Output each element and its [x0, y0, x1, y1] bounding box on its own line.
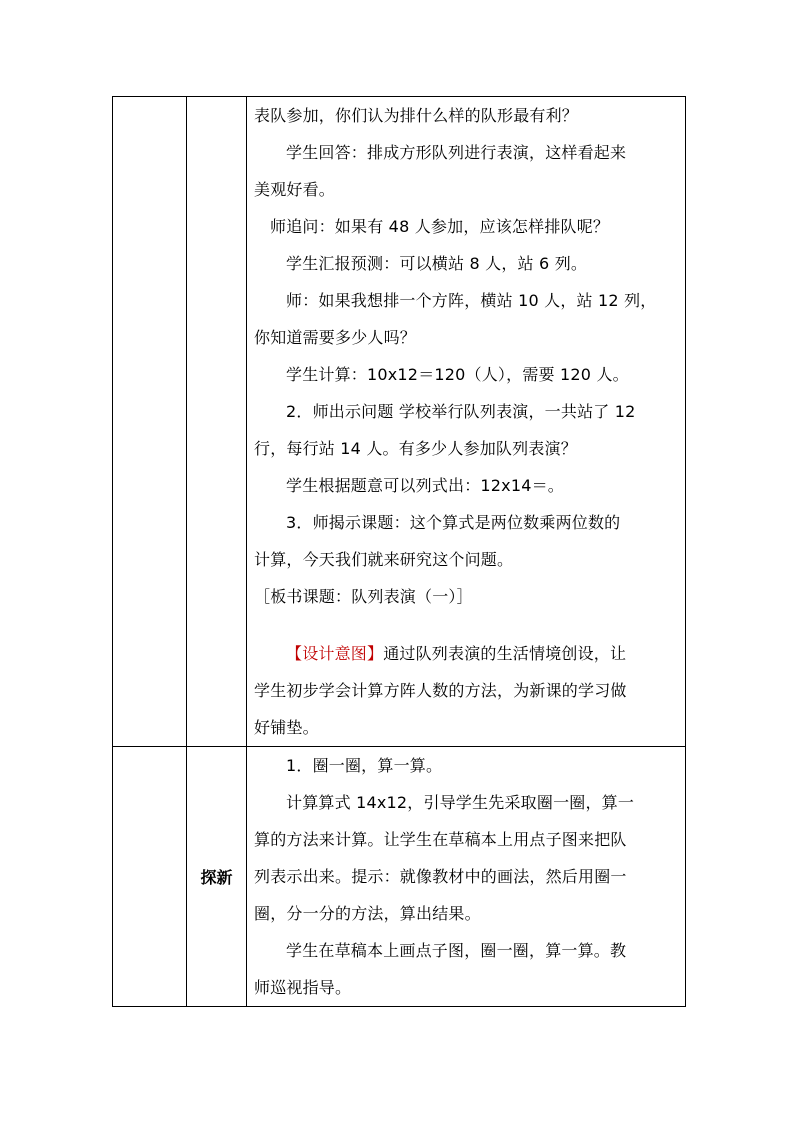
- paragraph-line: 师追问：如果有 48 人参加，应该怎样排队呢？: [270, 217, 610, 236]
- paragraph-line: 你知道需要多少人吗？: [254, 328, 417, 347]
- paragraph-line: 圈，分一分的方法，算出结果。: [254, 904, 481, 923]
- design-intent-line: 学生初步学会计算方阵人数的方法，为新课的学习做: [254, 681, 627, 700]
- paragraph-line: 学生根据题意可以列式出：12x14＝。: [286, 476, 564, 495]
- paragraph-line: 师：如果我想排一个方阵，横站 10 人，站 12 列，: [286, 291, 657, 310]
- paragraph-line: 计算，今天我们就来研究这个问题。: [254, 550, 514, 569]
- paragraph-line: 列表示出来。提示：就像教材中的画法，然后用圈一: [254, 867, 627, 886]
- intro-content-cell: [247, 97, 686, 747]
- stage-label: 探新: [187, 747, 247, 1007]
- paragraph-line: 1．圈一圈，算一算。: [286, 756, 443, 775]
- empty-cell-stage: [187, 97, 247, 747]
- paragraph-line: 3．师揭示课题：这个算式是两位数乘两位数的: [286, 513, 621, 532]
- paragraph-line: 计算算式 14x12，引导学生先采取圈一圈，算一: [286, 793, 635, 812]
- design-intent-label: 【设计意图】: [286, 644, 384, 663]
- lesson-plan-table: [112, 96, 686, 1007]
- paragraph-line: 算的方法来计算。让学生在草稿本上用点子图来把队: [254, 830, 627, 849]
- paragraph-line: 学生在草稿本上画点子图，圈一圈，算一算。教: [286, 941, 627, 960]
- design-intent-line: 好铺垫。: [254, 718, 319, 737]
- paragraph-line: 美观好看。: [254, 180, 336, 199]
- paragraph-line: 学生回答：排成方形队列进行表演，这样看起来: [286, 143, 627, 162]
- design-intent-text: 通过队列表演的生活情境创设，让: [383, 644, 627, 663]
- design-intent-line: [254, 635, 679, 672]
- paragraph-line: 行，每行站 14 人。有多少人参加队列表演？: [254, 439, 577, 458]
- empty-cell-left: [113, 747, 187, 1007]
- table-row-explore: [113, 747, 686, 1007]
- board-title-line: ［板书课题：队列表演（一）］: [254, 587, 473, 606]
- paragraph-line: 学生汇报预测：可以横站 8 人，站 6 列。: [286, 254, 588, 273]
- empty-cell-left: [113, 97, 187, 747]
- paragraph-line: 师巡视指导。: [254, 978, 352, 997]
- paragraph-line: 表队参加，你们认为排什么样的队形最有利？: [254, 106, 579, 125]
- paragraph-line: 2．师出示问题 学校举行队列表演，一共站了 12: [286, 402, 636, 421]
- explore-content-cell: [247, 747, 686, 1007]
- table-row-intro: [113, 97, 686, 747]
- paragraph-line: 学生计算：10x12＝120（人），需要 120 人。: [286, 365, 629, 384]
